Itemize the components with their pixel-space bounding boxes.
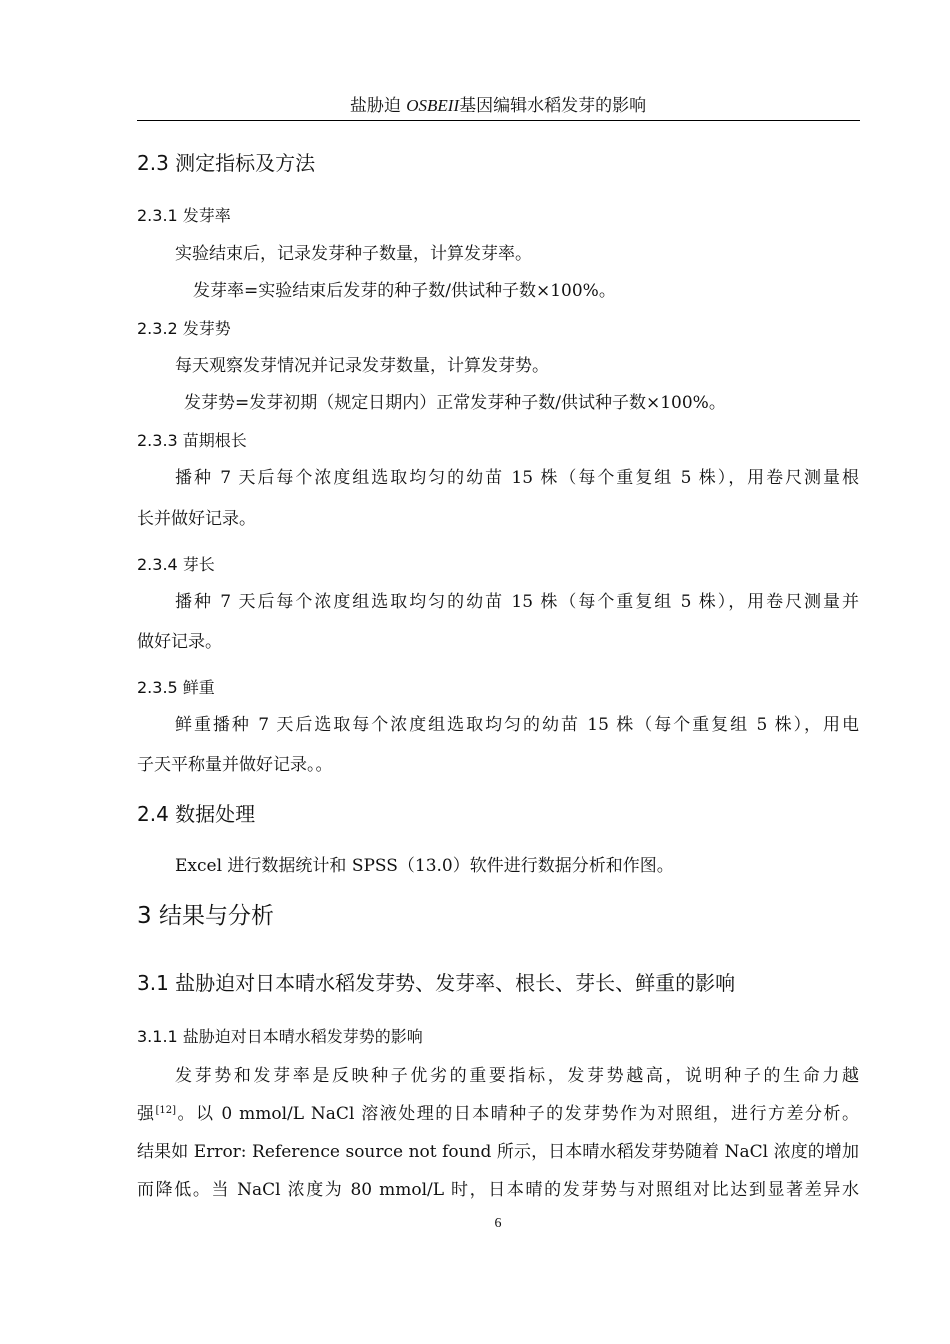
running-header [137, 94, 859, 118]
formula-germination-rate: 发芽率=实验结束后发芽的种子数/供试种子数×100%。 [193, 281, 616, 301]
header-prefix: 盐胁迫 [349, 96, 401, 116]
heading-2-3-4: 2.3.4 芽长 [137, 555, 215, 574]
para-3-1-1-line4: 而降低。当 NaCl 浓度为 80 mmol/L 时，日本晴的发芽势与对照组对比达到显著差异水 [137, 1180, 859, 1200]
para-2-3-5-line1: 鲜重播种 7 天后选取每个浓度组选取均匀的幼苗 15 株（每个重复组 5 株），用电 [175, 715, 859, 735]
para-2-3-3-line2: 长并做好记录。 [137, 509, 256, 529]
heading-2-3: 2.3 测定指标及方法 [137, 151, 316, 175]
citation-12: [12] [155, 1105, 177, 1116]
para-2-3-4-line2: 做好记录。 [137, 632, 222, 652]
para-2-3-1-line1: 实验结束后，记录发芽种子数量，计算发芽率。 [175, 244, 532, 264]
header-rule [137, 120, 860, 121]
para-3-1-1-line2 [137, 1102, 859, 1126]
para-3-1-1-line1: 发芽势和发芽率是反映种子优劣的重要指标，发芽势越高，说明种子的生命力越 [175, 1066, 859, 1086]
para-2-3-2-line1: 每天观察发芽情况并记录发芽数量，计算发芽势。 [175, 356, 549, 376]
heading-3-1: 3.1 盐胁迫对日本晴水稻发芽势、发芽率、根长、芽长、鲜重的影响 [137, 971, 736, 995]
para-3-1-1-line3: 结果如 Error: Reference source not found 所示，日本晴水稻发芽势随着 NaCl 浓度的增加 [137, 1142, 859, 1162]
heading-2-3-1: 2.3.1 发芽率 [137, 206, 231, 225]
para-2-3-5-line2: 子天平称量并做好记录。。 [137, 755, 333, 775]
para-2-4-line1: Excel 进行数据统计和 SPSS（13.0）软件进行数据分析和作图。 [175, 856, 674, 876]
heading-2-3-3: 2.3.3 苗期根长 [137, 431, 247, 450]
page-number: 6 [494, 1216, 502, 1231]
heading-2-4: 2.4 数据处理 [137, 802, 256, 826]
heading-2-3-5: 2.3.5 鲜重 [137, 678, 215, 697]
para-3-1-1-line2-start: 强 [137, 1104, 156, 1124]
header-gene: OSBEII [406, 96, 460, 115]
formula-germination-energy: 发芽势=发芽初期（规定日期内）正常发芽种子数/供试种子数×100%。 [184, 393, 726, 413]
header-suffix: 基因编辑水稻发芽的影响 [459, 96, 647, 116]
para-3-1-1-line2-rest: 。以 0 mmol/L NaCl 溶液处理的日本晴种子的发芽势作为对照组，进行方差分析。 [176, 1104, 859, 1124]
heading-3: 3 结果与分析 [137, 903, 274, 929]
heading-3-1-1: 3.1.1 盐胁迫对日本晴水稻发芽势的影响 [137, 1027, 423, 1046]
para-2-3-3-line1: 播种 7 天后每个浓度组选取均匀的幼苗 15 株（每个重复组 5 株），用卷尺测量根 [175, 468, 859, 488]
heading-2-3-2: 2.3.2 发芽势 [137, 319, 231, 338]
para-2-3-4-line1: 播种 7 天后每个浓度组选取均匀的幼苗 15 株（每个重复组 5 株），用卷尺测量并 [175, 592, 859, 612]
